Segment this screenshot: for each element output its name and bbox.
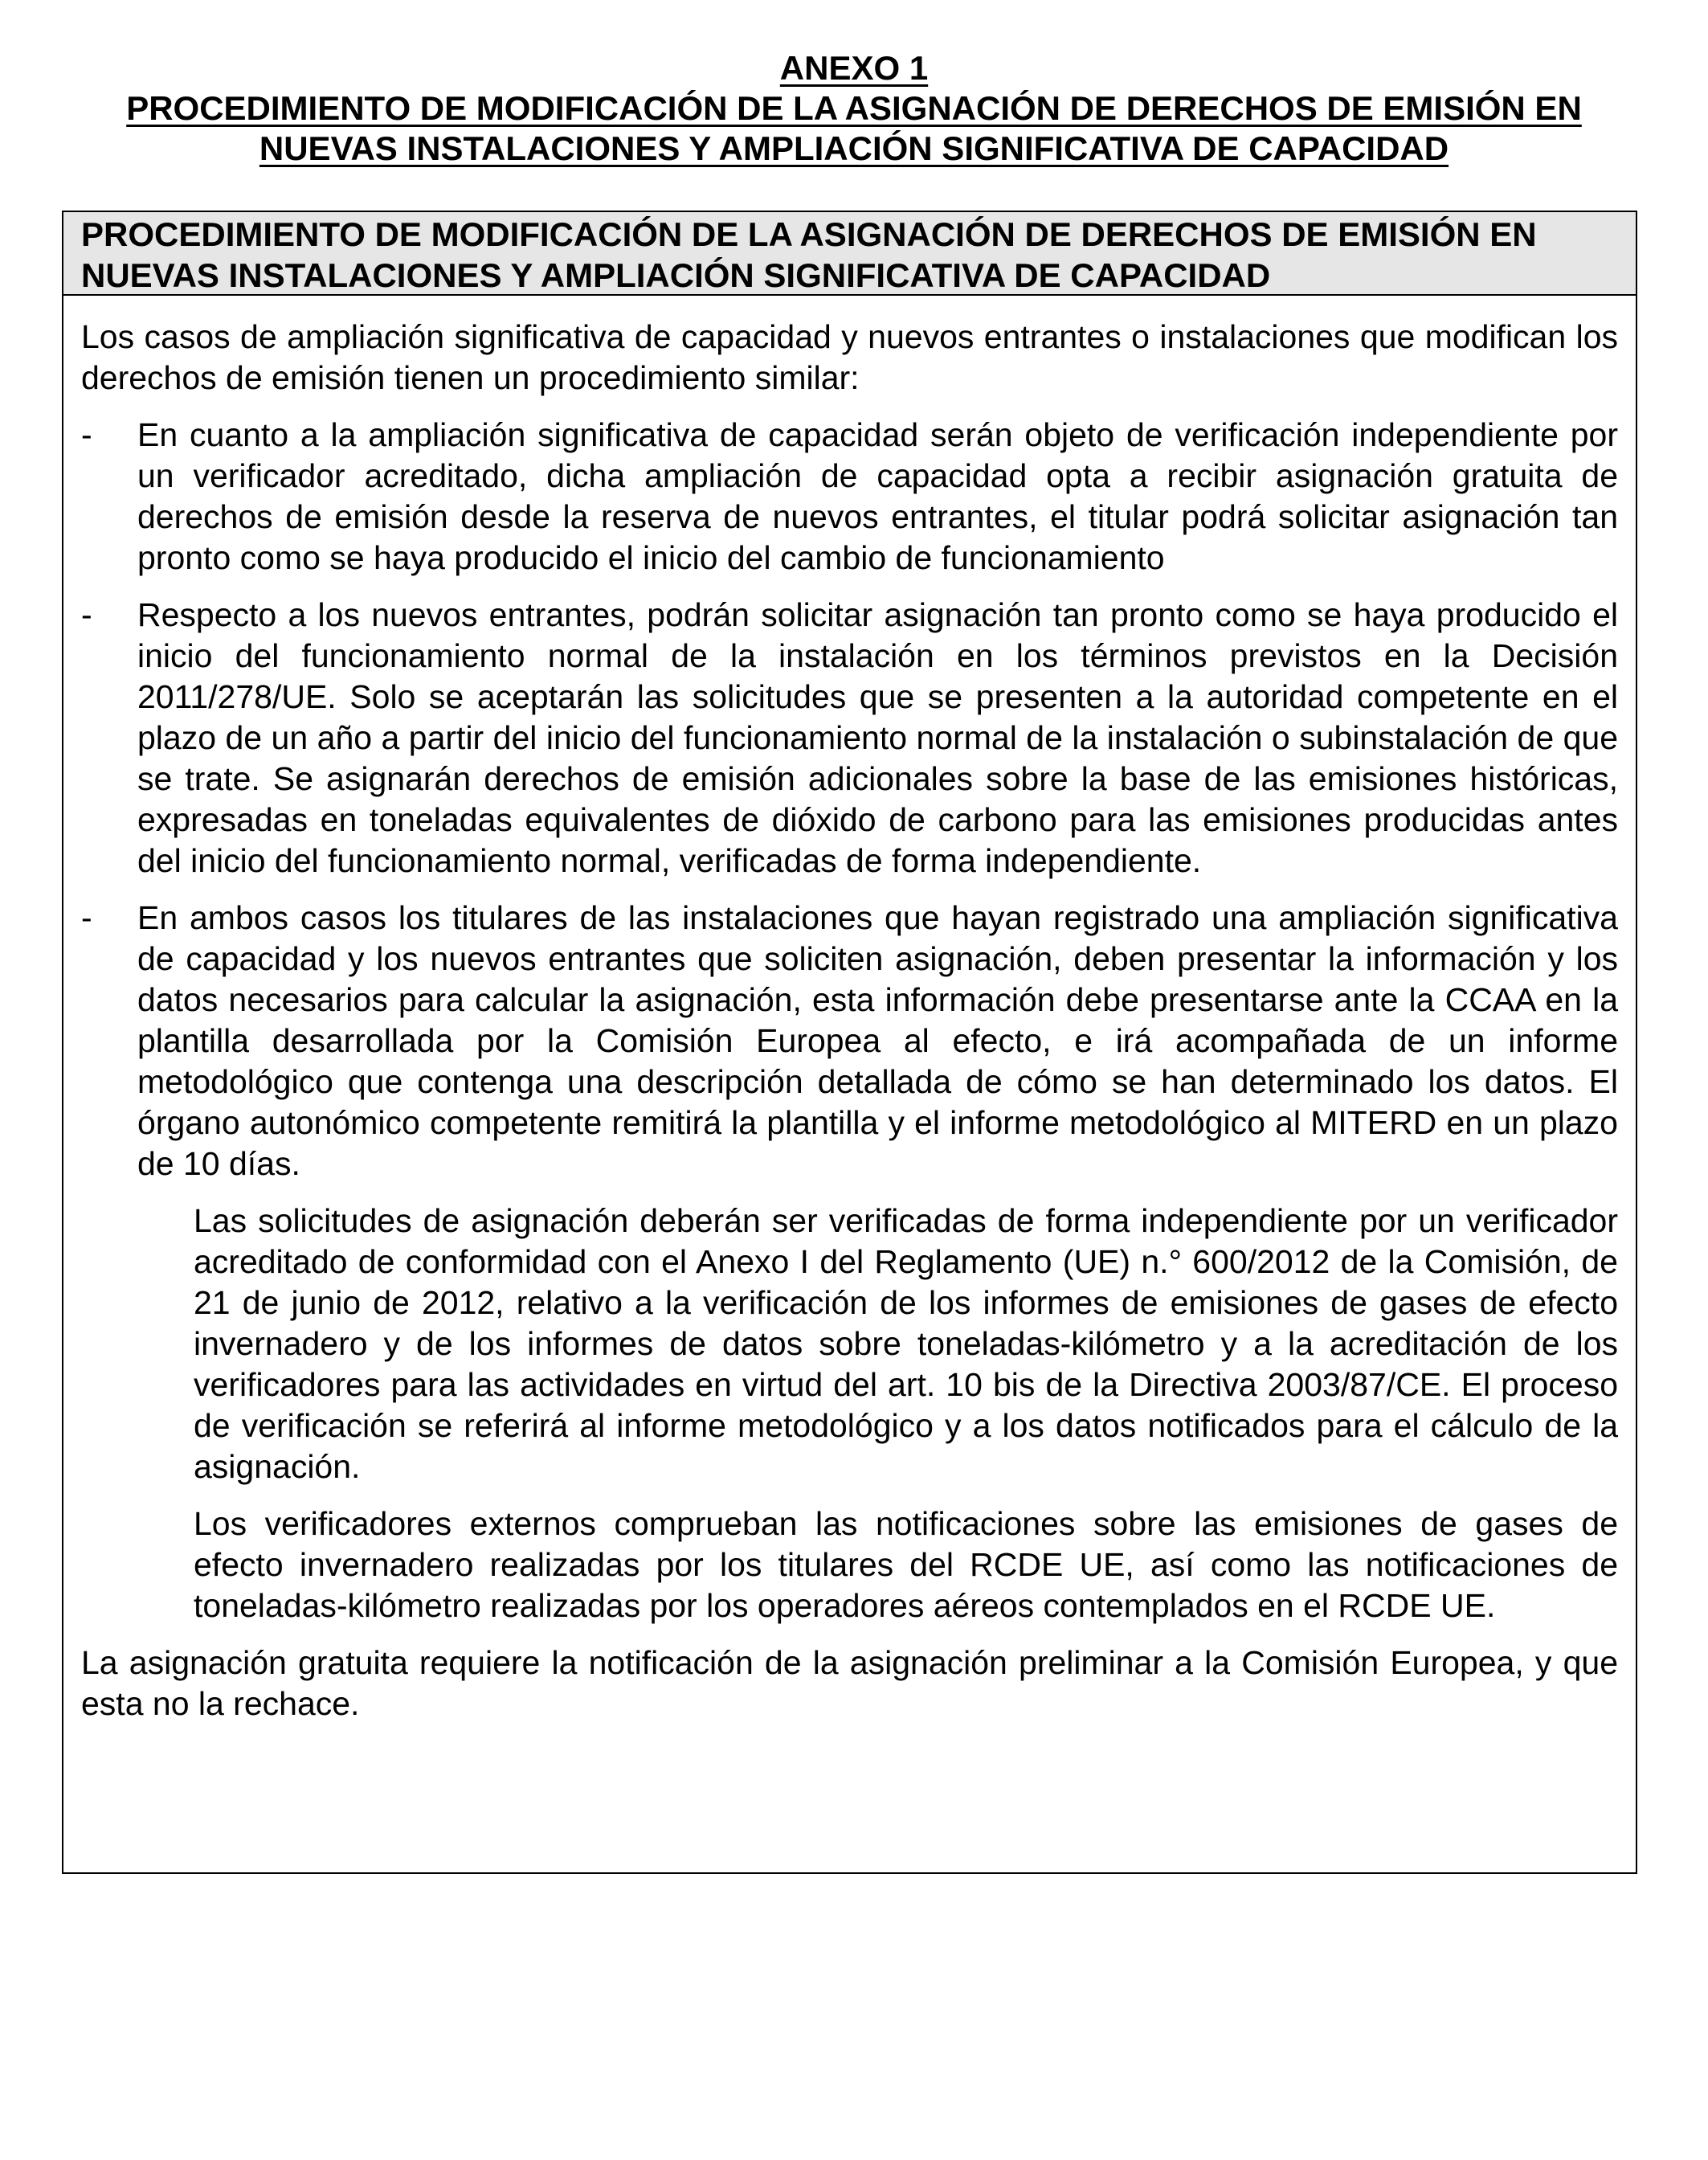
procedure-box-body (63, 296, 1636, 1724)
bullet-marker: - (81, 899, 92, 936)
annex-heading-line-2: NUEVAS INSTALACIONES Y AMPLIACIÓN SIGNIFICATIVA DE CAPACIDAD (259, 129, 1449, 167)
bullet-item (81, 595, 1618, 882)
annex-heading-line-1: PROCEDIMIENTO DE MODIFICACIÓN DE LA ASIGNACIÓN DE DERECHOS DE EMISIÓN EN (126, 89, 1582, 127)
bullet-text: Respecto a los nuevos entrantes, podrán solicitar asignación tan pronto como se haya producido el inicio del funcionamiento normal de la instalación en los términos previstos en la Decisión 2011/278/UE. Solo se aceptarán las solicitudes que se presenten a la autoridad competente en el plazo de un año a partir del inicio del funcionamiento normal de la instalación o subinstalación de que se trate. Se asignarán derechos de emisión adicionales sobre la base de las emisiones históricas, expresadas en toneladas equivalentes de dióxido de carbono para las emisiones producidas antes del inicio del funcionamiento normal, verificadas de forma independiente. (137, 596, 1618, 879)
indented-paragraph: Las solicitudes de asignación deberán ser verificadas de forma independiente por un verificador acreditado de conformidad con el Anexo I del Reglamento (UE) n.° 600/2012 de la Comisión, de 21 de junio de 2012, relativo a la verificación de los informes de emisiones de gases de efecto invernadero y de los informes de datos sobre toneladas-kilómetro y a la acreditación de los verificadores para las actividades en virtud del art. 10 bis de la Directiva 2003/87/CE. El proceso de verificación se referirá al informe metodológico y a los datos notificados para el cálculo de la asignación. (194, 1202, 1618, 1485)
bullet-text: En cuanto a la ampliación significativa de capacidad serán objeto de verificación independiente por un verificador acreditado, dicha ampliación de capacidad opta a recibir asignación gratuita de derechos de emisión desde la reserva de nuevos entrantes, el titular podrá solicitar asignación tan pronto como se haya producido el inicio del cambio de funcionamiento (137, 416, 1618, 576)
procedure-box-header: PROCEDIMIENTO DE MODIFICACIÓN DE LA ASIGNACIÓN DE DERECHOS DE EMISIÓN EN NUEVAS INSTALACIONES Y AMPLIACIÓN SIGNIFICATIVA DE CAPACIDAD (63, 212, 1636, 296)
bullet-text: En ambos casos los titulares de las instalaciones que hayan registrado una ampliación significativa de capacidad y los nuevos entrantes que soliciten asignación, deben presentar la información y los datos necesarios para calcular la asignación, esta información debe presentarse ante la CCAA en la plantilla desarrollada por la Comisión Europea al efecto, e irá acompañada de un informe metodológico que contenga una descripción detallada de cómo se han determinado los datos. El órgano autonómico competente remitirá la plantilla y el informe metodológico al MITERD en un plazo de 10 días. (137, 899, 1618, 1182)
bullet-item (81, 415, 1618, 579)
bullet-marker: - (81, 596, 92, 633)
intro-paragraph: Los casos de ampliación significativa de capacidad y nuevos entrantes o instalaciones que modifican los derechos de emisión tienen un procedimiento similar: (81, 318, 1618, 396)
closing-paragraph: La asignación gratuita requiere la notificación de la asignación preliminar a la Comisión Europea, y que esta no la rechace. (81, 1644, 1618, 1722)
annex-heading (80, 48, 1628, 169)
bullet-item (81, 898, 1618, 1184)
indented-paragraph: Los verificadores externos comprueban las notificaciones sobre las emisiones de gases de efecto invernadero realizadas por los titulares del RCDE UE, así como las notificaciones de toneladas-kilómetro realizadas por los operadores aéreos contemplados en el RCDE UE. (194, 1505, 1618, 1624)
annex-title: ANEXO 1 (779, 49, 929, 87)
bullet-marker: - (81, 416, 92, 453)
procedure-box (62, 211, 1637, 1874)
